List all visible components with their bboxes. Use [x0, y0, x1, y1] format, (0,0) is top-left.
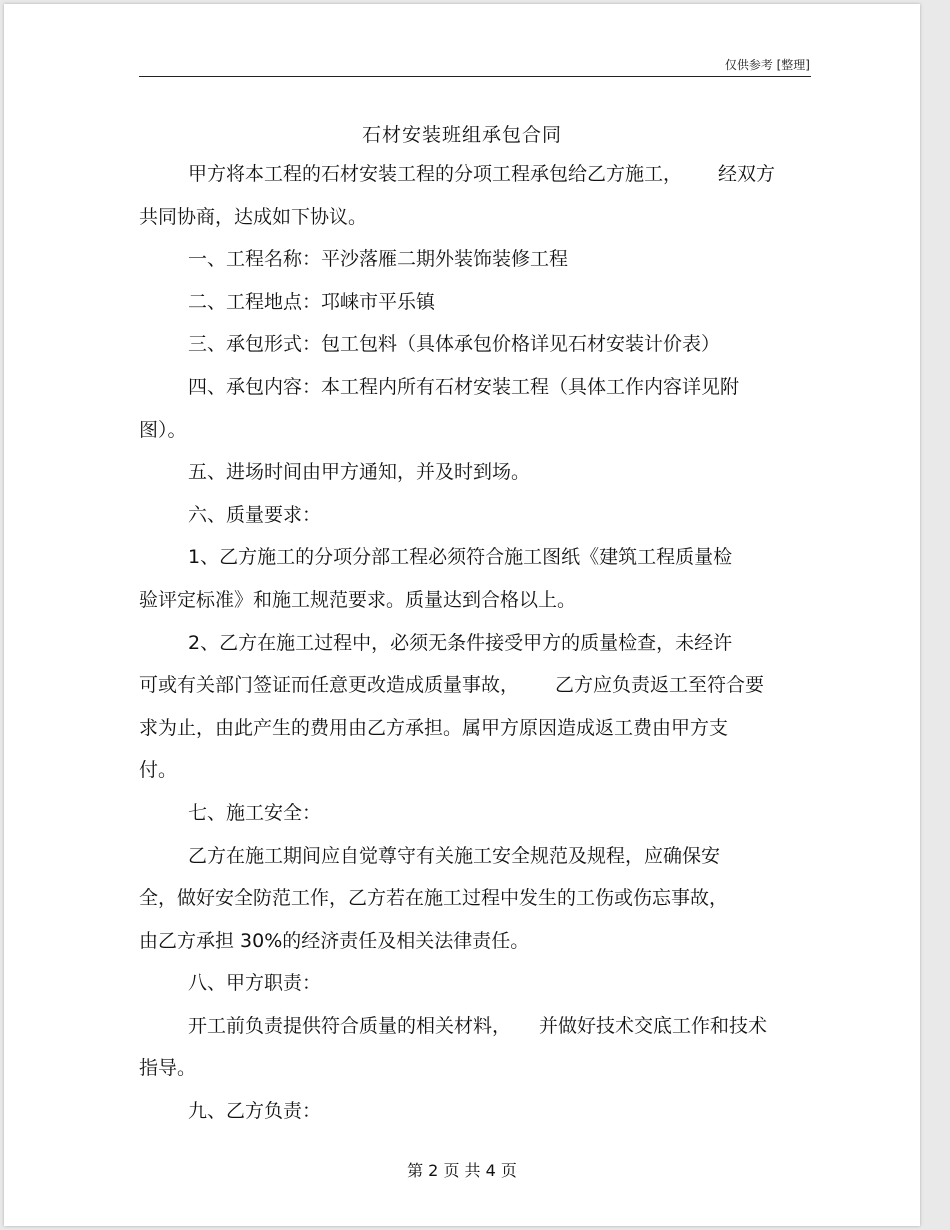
paragraph-line: 付。: [139, 759, 178, 782]
quality-item-1: 1、乙方施工的分项分部工程必须符合施工图纸《建筑工程质量检: [188, 546, 733, 569]
section-project-name: 一、工程名称：平沙落雁二期外装饰装修工程: [188, 248, 569, 271]
paragraph-line: 可或有关部门签证而任意更改造成质量事故， 乙方应负责返工至符合要: [139, 674, 765, 697]
section-safety-heading: 七、施工安全：: [188, 801, 322, 824]
quality-item-2: 2、乙方在施工过程中，必须无条件接受甲方的质量检查，未经许: [188, 631, 733, 654]
contract-body: [139, 153, 819, 1133]
document-page: [4, 4, 920, 1226]
paragraph-line: 指导。: [139, 1057, 197, 1080]
document-title: 石材安装班组承包合同: [361, 124, 562, 146]
paragraph-line: 全，做好安全防范工作，乙方若在施工过程中发生的工伤或伤忘事故，: [139, 887, 729, 910]
header-note: 仅供参考 [整理]: [724, 58, 810, 72]
header-rule: [139, 76, 811, 77]
paragraph-line: 共同协商，达成如下协议。: [139, 205, 368, 228]
section-entry-time: 五、进场时间由甲方通知，并及时到场。: [188, 461, 531, 484]
section-contract-content: 四、承包内容：本工程内所有石材安装工程（具体工作内容详见附: [188, 375, 740, 398]
paragraph-line: 甲方将本工程的石材安装工程的分项工程承包给乙方施工， 经双方: [188, 163, 776, 185]
section-project-location: 二、工程地点：邛崃市平乐镇: [188, 290, 436, 313]
paragraph-line: 图）。: [139, 418, 187, 441]
section-party-a-duties: 八、甲方职责：: [188, 972, 322, 995]
duties-paragraph: 开工前负责提供符合质量的相关材料， 并做好技术交底工作和技术: [188, 1014, 768, 1037]
page-number: 第 2 页 共 4 页: [407, 1161, 517, 1180]
paragraph-line: 求为止，由此产生的费用由乙方承担。属甲方原因造成返工费由甲方支: [139, 716, 729, 739]
safety-paragraph: 乙方在施工期间应自觉尊守有关施工安全规范及规程，应确保安: [188, 844, 721, 867]
paragraph-line: 由乙方承担 30%的经济责任及相关法律责任。: [139, 929, 530, 952]
paragraph-line: 验评定标准》和施工规范要求。质量达到合格以上。: [139, 588, 577, 611]
section-quality-heading: 六、质量要求：: [188, 503, 322, 526]
section-contract-form: 三、承包形式：包工包料（具体承包价格详见石材安装计价表）: [188, 333, 721, 356]
section-party-b-duties: 九、乙方负责：: [188, 1100, 322, 1123]
